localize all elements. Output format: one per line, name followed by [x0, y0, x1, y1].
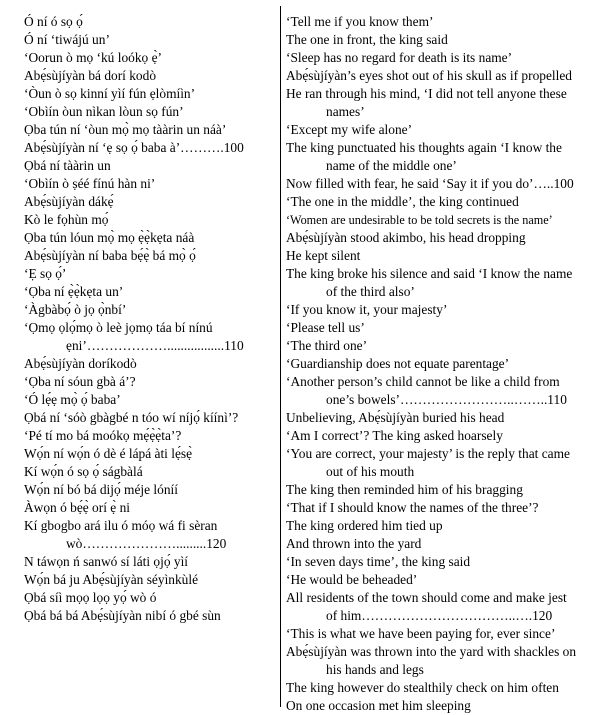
- yoruba-line: Àwọn ó bẹ́ẹ̀ orí ẹ̀ ni: [24, 500, 130, 515]
- english-line: Abẹ́sùjíyàn stood akimbo, his head dropping: [286, 230, 526, 245]
- english-line: And thrown into the yard: [286, 536, 422, 551]
- yoruba-line: ‘Ó lẹ́ẹ mọ̀ ọ́ baba’: [24, 392, 121, 407]
- yoruba-line: Abẹ́sùjíyàn dákẹ́: [24, 194, 114, 209]
- yoruba-line: Wọ́n ní wọ́n ó dè é lápá àti lẹ́sẹ̀: [24, 446, 193, 461]
- english-line: ‘Am I correct’? The king asked hoarsely: [286, 428, 503, 443]
- english-line: ‘Guardianship does not equate parentage’: [286, 356, 510, 371]
- english-line: He ran through his mind, ‘I did not tell anyone these: [286, 86, 567, 101]
- english-line: ‘The third one’: [286, 338, 368, 353]
- yoruba-line: ẹni’……………….................110: [66, 338, 244, 353]
- english-text-column: [286, 13, 608, 715]
- yoruba-line: Abẹ́sùjíyàn doríkodò: [24, 356, 137, 371]
- english-line: The king however do stealthily check on him often: [286, 680, 559, 695]
- yoruba-line: Ó ní ó sọ ọ́: [24, 14, 83, 29]
- english-line: ‘If you know it, your majesty’: [286, 302, 448, 317]
- english-line: The king broke his silence and said ‘I know the name: [286, 266, 573, 281]
- english-line: Abẹ́sùjíyàn’s eyes shot out of his skull as if propelled: [286, 68, 573, 83]
- english-line: The one in front, the king said: [286, 32, 448, 47]
- yoruba-line: Abẹ́sùjíyàn bá dorí kodò: [24, 68, 157, 83]
- english-line: ‘That if I should know the names of the three’?: [286, 500, 539, 515]
- english-line: ‘Sleep has no regard for death is its name’: [286, 50, 513, 65]
- english-line: ‘Tell me if you know them’: [286, 14, 434, 29]
- yoruba-line: ‘Ọba ní ẹ̀ẹ̀kẹta un’: [24, 284, 124, 299]
- english-line: Unbelieving, Abẹ́sùjíyàn buried his head: [286, 410, 505, 425]
- yoruba-text-column: [24, 13, 282, 625]
- yoruba-line: Abẹ́sùjíyàn ní baba bẹ́ẹ̀ bá mọ̀ ọ́: [24, 248, 196, 263]
- yoruba-line: N táwọn ń sanwó sí láti ọjọ́ yìí: [24, 554, 189, 569]
- yoruba-line: Ọbá ní tààrin un: [24, 158, 111, 173]
- english-line: The king punctuated his thoughts again ‘I know the: [286, 140, 562, 155]
- yoruba-line: ‘Oorun ò mọ ‘kú loókọ ẹ̀’: [24, 50, 162, 65]
- english-line: ‘Another person’s child cannot be like a child from: [286, 374, 560, 389]
- english-line: of him……………………………..….120: [326, 608, 553, 623]
- english-line: of the third also’: [326, 284, 415, 299]
- yoruba-line: Ọba tún lóun mọ̀ mọ ẹ̀ẹ̀kẹta náà: [24, 230, 195, 245]
- yoruba-line: Wọ́n bá ju Abẹ́sùjíyàn séyìnkùlé: [24, 572, 199, 587]
- english-line: ‘This is what we have been paying for, ever since’: [286, 626, 556, 641]
- yoruba-line: ‘Ọba ní sóun gbà á’?: [24, 374, 136, 389]
- yoruba-line: Ọbá ní ‘sóò gbàgbé n tóo wí níjọ́ kíínì’?: [24, 410, 239, 425]
- yoruba-line: Kí gbogbo ará ilu ó móọ wá fi sèran: [24, 518, 218, 533]
- yoruba-line: Abẹ́sùjíyàn ní ‘ẹ sọ ọ́ baba à’……….100: [24, 140, 244, 155]
- english-line: ‘In seven days time’, the king said: [286, 554, 471, 569]
- yoruba-line: ‘Obìín òun nìkan lòun sọ fún’: [24, 104, 184, 119]
- english-line: On one occasion met him sleeping: [286, 698, 471, 713]
- english-line: He kept silent: [286, 248, 361, 263]
- english-line: ‘The one in the middle’, the king continued: [286, 194, 519, 209]
- english-line: name of the middle one’: [326, 158, 457, 173]
- english-line: ‘Please tell us’: [286, 320, 365, 335]
- english-line: ‘He would be beheaded’: [286, 572, 418, 587]
- english-line: The king ordered him tied up: [286, 518, 443, 533]
- english-line: ‘You are correct, your majesty’ is the reply that came: [286, 446, 570, 461]
- english-line: his hands and legs: [326, 662, 424, 677]
- yoruba-line: Ó ní ‘tiwájú un’: [24, 32, 110, 47]
- yoruba-line: ‘Àgbàbọ́ ò jọ ọ̀nbí’: [24, 302, 127, 317]
- yoruba-line: Ọbá bá bá Abẹ́sùjíyàn nibí ó gbé sùn: [24, 608, 221, 623]
- english-line: The king then reminded him of his bragging: [286, 482, 523, 497]
- english-line: Now filled with fear, he said ‘Say it if you do’…..100: [286, 176, 574, 191]
- english-line: Abẹ́sùjíyàn was thrown into the yard with shackles on: [286, 644, 577, 659]
- english-line: All residents of the town should come and make jest: [286, 590, 567, 605]
- english-line: names’: [326, 104, 365, 119]
- yoruba-line: Kò le fọhùn mọ́: [24, 212, 109, 227]
- english-line: ‘Women are undesirable to be told secrets is the name’: [286, 213, 553, 227]
- yoruba-line: Wọ́n ní bó bá dijọ́ méje lóníí: [24, 482, 178, 497]
- yoruba-line: ‘Obìín ò ṣéé fínú hàn ni’: [24, 176, 156, 191]
- yoruba-line: ‘Òun ò sọ kinní yìí fún ẹlòmíìn’: [24, 86, 196, 101]
- yoruba-line: ‘Pé tí mo bá moókọ mẹ́ẹ̀ẹ̀ta’?: [24, 428, 182, 443]
- yoruba-line: wò………………….........120: [66, 536, 227, 551]
- yoruba-line: Ọbá síì mọọ lọọ yọ́ wò ó: [24, 590, 157, 605]
- english-line: ‘Except my wife alone’: [286, 122, 413, 137]
- yoruba-line: ‘Ọmọ ọlọ́mọ ò leè jọmọ táa bí nínú: [24, 320, 213, 335]
- yoruba-line: Kí wọ́n ó sọ ọ́ ságbàlá: [24, 464, 143, 479]
- column-divider: [280, 6, 281, 707]
- yoruba-line: ‘Ẹ sọ ọ́’: [24, 266, 67, 281]
- english-line: one’s bowels’……………………..……..110: [326, 392, 567, 407]
- yoruba-line: Ọba tún ní ‘òun mọ̀ mọ tààrin un náà’: [24, 122, 227, 137]
- english-line: out of his mouth: [326, 464, 415, 479]
